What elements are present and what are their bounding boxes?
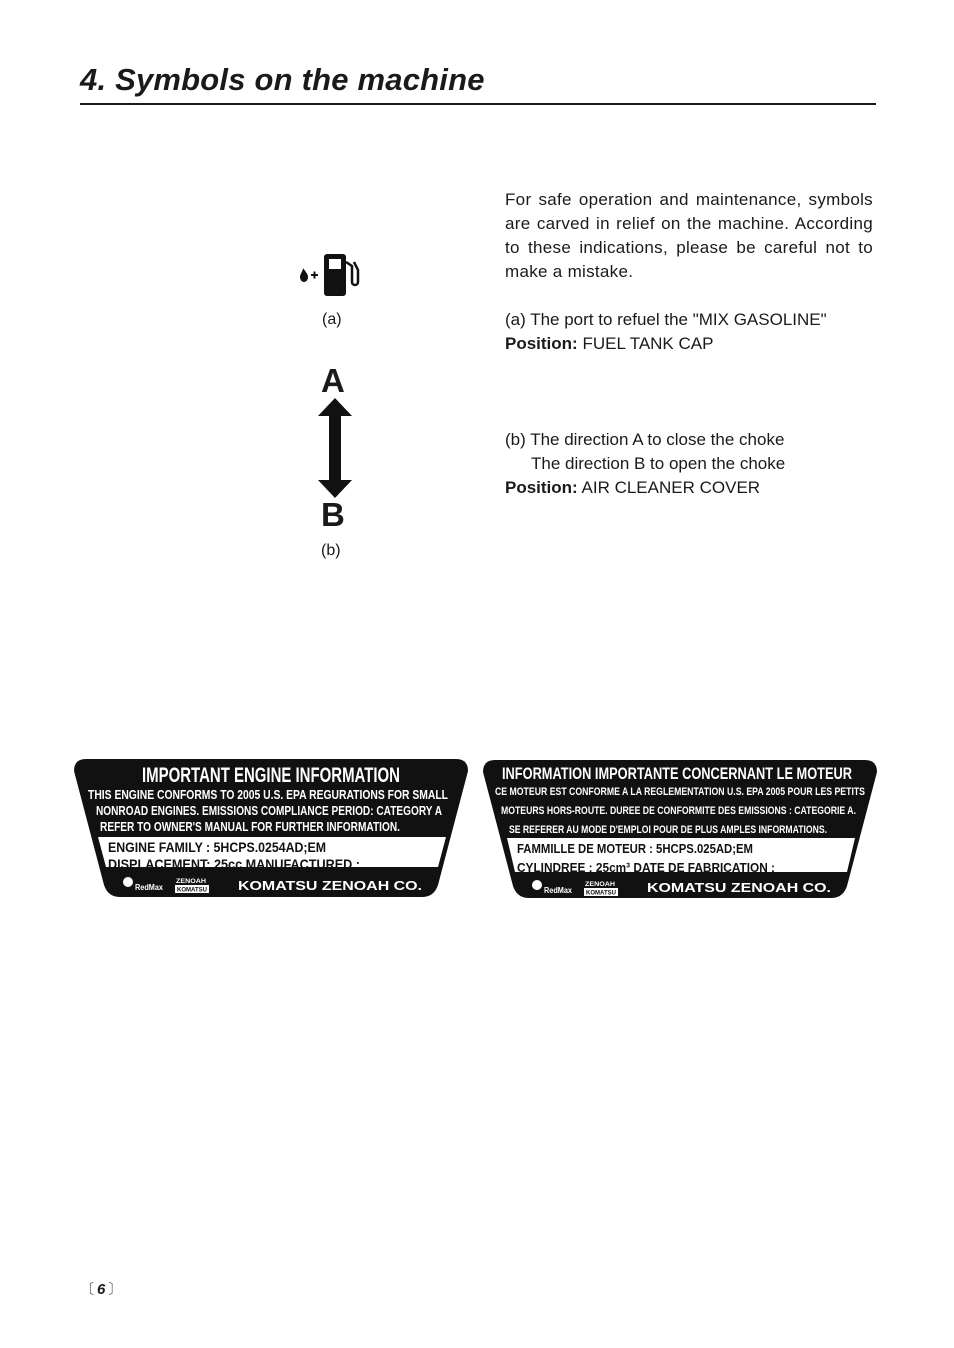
page-bracket-left: 〔 (80, 1281, 94, 1297)
zenoah-logo: ZENOAH (176, 879, 206, 885)
position-label: Position: (505, 478, 578, 497)
label-displacement: CYLINDREE : 25cm³ DATE DE FABRICATION : (517, 860, 775, 875)
position-label: Position: (505, 334, 578, 353)
label-heading: INFORMATION IMPORTANTE CONCERNANT LE MOTEUR (502, 764, 852, 783)
position-value: AIR CLEANER COVER (581, 478, 761, 497)
intro-paragraph: For safe operation and maintenance, symbols are carved in relief on the machine. According to these indications, please be careful not to make a mistake. (505, 190, 873, 281)
symbol-b-description (505, 428, 785, 500)
title-divider (80, 103, 876, 105)
symbol-a-description (505, 308, 827, 356)
label-line-3: SE REFERER AU MODE D'EMPLOI POUR DE PLUS AMPLES INFORMATIONS. (509, 824, 827, 836)
symbol-b-line-1: (b) The direction A to close the choke (505, 430, 785, 449)
symbol-b-position (505, 476, 785, 500)
label-engine-family: FAMMILLE DE MOTEUR : 5HCPS.025AD;EM (517, 841, 753, 856)
label-engine-family: ENGINE FAMILY : 5HCPS.0254AD;EM (108, 839, 326, 855)
page-number (80, 1279, 122, 1299)
label-manufacturer: KOMATSU ZENOAH CO. (238, 878, 422, 893)
position-value: FUEL TANK CAP (582, 334, 714, 353)
fuel-pump-mix-icon (298, 252, 362, 300)
label-manufacturer: KOMATSU ZENOAH CO. (647, 880, 831, 895)
choke-letter-a: A (321, 362, 345, 399)
redmax-logo: RedMax (135, 883, 164, 892)
label-line-2: NONROAD ENGINES. EMISSIONS COMPLIANCE PERIOD: CATEGORY A (96, 803, 443, 818)
symbol-b-caption: (b) (321, 542, 341, 559)
choke-letter-b: B (321, 496, 345, 533)
symbol-a-caption: (a) (322, 311, 342, 328)
double-arrow-icon (318, 398, 352, 498)
zenoah-logo: ZENOAH (585, 882, 615, 888)
label-displacement: DISPLACEMENT: 25cc MANUFACTURED : (108, 856, 360, 872)
label-line-3: REFER TO OWNER'S MANUAL FOR FURTHER INFORMATION. (100, 819, 400, 834)
engine-info-label-french (481, 758, 879, 900)
redmax-logo: RedMax (544, 886, 573, 895)
symbol-a-position (505, 332, 827, 356)
page-bracket-right: 〕 (108, 1281, 123, 1297)
symbol-b-line-2: The direction B to open the choke (531, 454, 786, 473)
label-line-2: MOTEURS HORS-ROUTE. DUREE DE CONFORMITE DES EMISSIONS : CATEGORIE A. (501, 805, 856, 817)
label-line-1: CE MOTEUR EST CONFORME A LA REGLEMENTATION U.S. EPA 2005 POUR LES PETITS (495, 786, 865, 798)
komatsu-logo: KOMATSU (586, 890, 616, 897)
engine-info-label-english (72, 757, 470, 899)
page-title: 4. Symbols on the machine (80, 62, 485, 97)
komatsu-logo: KOMATSU (177, 887, 207, 894)
symbol-a-line: (a) The port to refuel the "MIX GASOLINE" (505, 310, 827, 329)
label-heading: IMPORTANT ENGINE INFORMATION (142, 764, 400, 787)
label-line-1: THIS ENGINE CONFORMS TO 2005 U.S. EPA REGURATIONS FOR SMALL (88, 787, 449, 802)
page-number-value: 6 (97, 1281, 106, 1298)
